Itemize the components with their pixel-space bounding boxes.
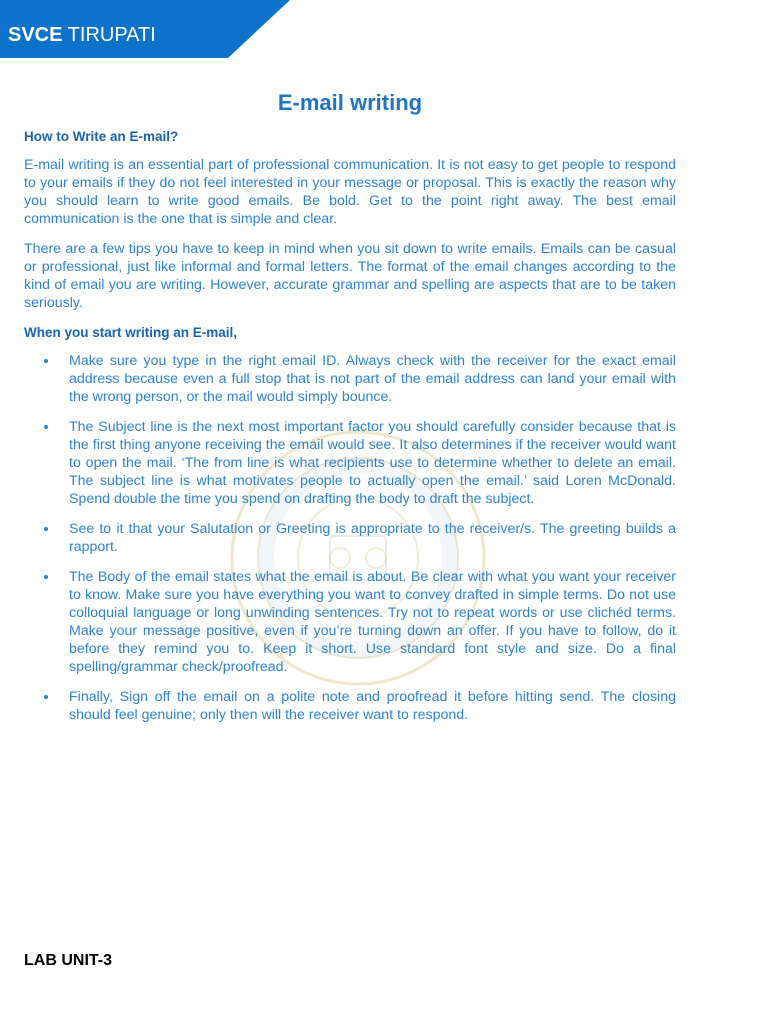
footer-lab-unit: LAB UNIT-3: [24, 952, 112, 969]
tips-list: [24, 352, 676, 724]
page-title: [0, 88, 700, 118]
brand-bold: SVCE: [8, 24, 63, 46]
list-item-text: Make sure you type in the right email ID. Always check with the receiver for the exact email address because even a full stop that is not part of the email address can land your email with the wrong person, or the mail would simply bounce.: [69, 353, 676, 405]
header-brand: [8, 22, 156, 48]
list-item-text: The Subject line is the next most important factor you should carefully consider because that is the first thing anyone receiving the email would see. It also determines if the receiver would want to open the mail. ‘The from line is what recipients use to determine whether to delete an email. The subject line is what motivates people to actually open the email.’ said Loren McDonald. Spend double the time you spend on drafting the body to draft the subject.: [69, 419, 676, 507]
bullet-dot-icon: [44, 695, 48, 699]
list-item-text: The Body of the email states what the email is about. Be clear with what you want your receiver to know. Make sure you have everything you want to convey drafted in simple terms. Do not use colloquial language or long unwinding sentences. Try not to repeat words or use clichéd terms. Make your message positive, even if you’re turning down an offer. If you have to follow, do it before they remind you to. Keep it short. Use standard font style and size. Do a final spelling/grammar check/proofread.: [69, 569, 676, 675]
brand-light: TIRUPATI: [62, 24, 156, 46]
list-item: [24, 520, 676, 556]
document-body: [24, 128, 676, 736]
list-item: [24, 688, 676, 724]
list-item: [24, 418, 676, 508]
bullet-dot-icon: [44, 527, 48, 531]
bullet-dot-icon: [44, 575, 48, 579]
page-title-text: E-mail writing: [277, 90, 423, 115]
section-heading-how-to: How to Write an E-mail?: [24, 129, 179, 144]
list-item-text: See to it that your Salutation or Greeting is appropriate to the receiver/s. The greeting builds a rapport.: [69, 521, 676, 555]
list-item: [24, 568, 676, 676]
tips-paragraph: There are a few tips you have to keep in mind when you sit down to write emails. Emails can be casual or professional, just like informal and formal letters. The format of the email changes according to the kind of email you are writing. However, accurate grammar and spelling are aspects that are to be taken seriously.: [24, 241, 676, 311]
section-heading-start-writing: When you start writing an E-mail,: [24, 325, 238, 340]
intro-paragraph: E-mail writing is an essential part of professional communication. It is not easy to get people to respond to your emails if they do not feel interested in your message or proposal. This is exactly the reason why you should learn to write good emails. Be bold. Get to the point right away. The best email communication is the one that is simple and clear.: [24, 157, 676, 227]
list-item-text: Finally, Sign off the email on a polite note and proofread it before hitting send. The closing should feel genuine; only then will the receiver want to respond.: [69, 689, 676, 723]
bullet-dot-icon: [44, 425, 48, 429]
list-item: [24, 352, 676, 406]
bullet-dot-icon: [44, 359, 48, 363]
